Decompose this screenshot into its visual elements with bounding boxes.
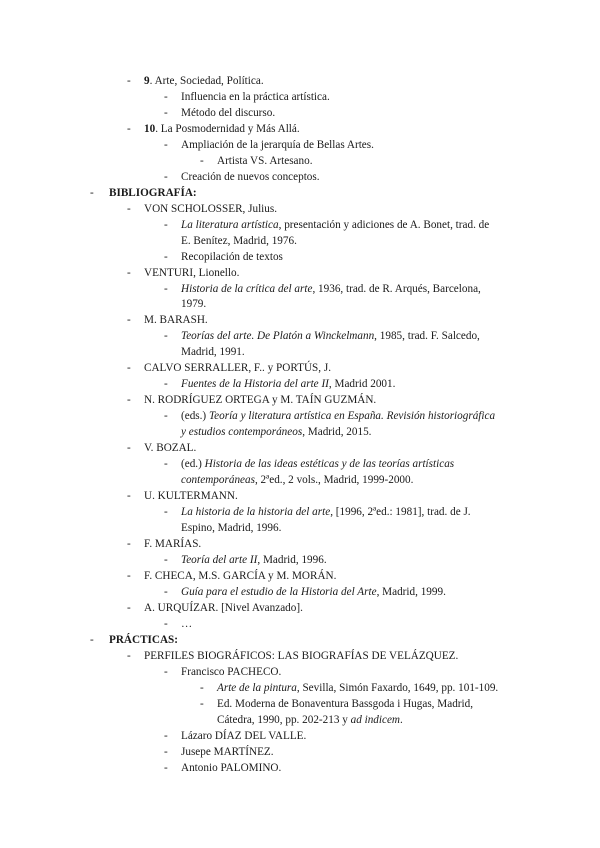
- line-text: M. BARASH.: [144, 314, 208, 326]
- bullet-dash: -: [164, 251, 168, 263]
- bullet-dash: -: [164, 219, 168, 231]
- line-text: F. MARÍAS.: [144, 538, 202, 550]
- line-text: CALVO SERRALLER, F.. y PORTÚS, J.: [144, 362, 331, 374]
- line-text: Fuentes de la Historia del arte II, Madrid 2001.: [181, 378, 396, 390]
- bullet-dash: -: [127, 75, 131, 87]
- bullet-dash: -: [164, 458, 168, 470]
- line-text: 1979.: [181, 298, 207, 310]
- line-text: VENTURI, Lionello.: [144, 267, 240, 279]
- bullet-dash: -: [127, 650, 131, 662]
- line-text: PRÁCTICAS:: [109, 634, 178, 646]
- line-text: Teorías del arte. De Platón a Winckelmann, 1985, trad. F. Salcedo,: [181, 330, 480, 342]
- bullet-dash: -: [200, 698, 204, 710]
- line-text: (ed.) Historia de las ideas estéticas y de las teorías artísticas: [181, 458, 455, 470]
- bullet-dash: -: [164, 107, 168, 119]
- bullet-dash: -: [127, 490, 131, 502]
- line-text: N. RODRÍGUEZ ORTEGA y M. TAÍN GUZMÁN.: [144, 394, 377, 406]
- line-text: F. CHECA, M.S. GARCÍA y M. MORÁN.: [144, 570, 337, 582]
- bullet-dash: -: [127, 123, 131, 135]
- bullet-dash: -: [200, 682, 204, 694]
- bullet-dash: -: [127, 362, 131, 374]
- line-text: VON SCHOLOSSER, Julius.: [144, 203, 278, 215]
- bullet-dash: -: [127, 602, 131, 614]
- line-text: contemporáneas, 2ªed., 2 vols., Madrid, 1999-2000.: [181, 474, 414, 486]
- line-text: V. BOZAL.: [144, 442, 197, 454]
- bullet-dash: -: [90, 187, 94, 199]
- bullet-dash: -: [127, 570, 131, 582]
- bullet-dash: -: [164, 139, 168, 151]
- bullet-dash: -: [127, 394, 131, 406]
- bullet-dash: -: [90, 634, 94, 646]
- line-text: BIBLIOGRAFÍA:: [109, 187, 197, 199]
- line-text: Artista VS. Artesano.: [217, 155, 313, 167]
- bullet-dash: -: [164, 666, 168, 678]
- line-text: Lázaro DÍAZ DEL VALLE.: [181, 730, 307, 742]
- bullet-dash: -: [164, 586, 168, 598]
- bullet-dash: -: [127, 267, 131, 279]
- line-text: A. URQUÍZAR. [Nivel Avanzado].: [144, 602, 303, 614]
- line-text: PERFILES BIOGRÁFICOS: LAS BIOGRAFÍAS DE VELÁZQUEZ.: [144, 650, 459, 662]
- bullet-dash: -: [200, 155, 204, 167]
- bullet-dash: -: [164, 410, 168, 422]
- bullet-dash: -: [164, 330, 168, 342]
- bullet-dash: -: [164, 283, 168, 295]
- bullet-dash: -: [127, 538, 131, 550]
- line-text: Influencia en la práctica artística.: [181, 91, 330, 103]
- bullet-dash: -: [164, 618, 168, 630]
- line-text: (eds.) Teoría y literatura artística en España. Revisión historiográfica: [181, 410, 496, 422]
- line-text: Ampliación de la jerarquía de Bellas Artes.: [181, 139, 374, 151]
- line-text: Creación de nuevos conceptos.: [181, 171, 320, 183]
- line-text: Antonio PALOMINO.: [181, 762, 282, 774]
- line-text: Arte de la pintura, Sevilla, Simón Faxardo, 1649, pp. 101-109.: [217, 682, 499, 694]
- bullet-dash: -: [164, 730, 168, 742]
- line-text: Espino, Madrid, 1996.: [181, 522, 282, 534]
- line-text: Método del discurso.: [181, 107, 276, 119]
- line-text: 10. La Posmodernidad y Más Allá.: [144, 123, 300, 135]
- line-text: Francisco PACHECO.: [181, 666, 282, 678]
- line-text: y estudios contemporáneos, Madrid, 2015.: [181, 426, 372, 438]
- bullet-dash: -: [164, 506, 168, 518]
- line-text: E. Benítez, Madrid, 1976.: [181, 235, 297, 247]
- line-text: Teoría del arte II, Madrid, 1996.: [181, 554, 327, 566]
- line-text: …: [181, 618, 193, 630]
- line-text: Cátedra, 1990, pp. 202-213 y ad indicem.: [217, 714, 403, 726]
- line-text: La historia de la historia del arte, [1996, 2ªed.: 1981], trad. de J.: [181, 506, 471, 518]
- bullet-dash: -: [127, 442, 131, 454]
- bullet-dash: -: [164, 91, 168, 103]
- line-text: U. KULTERMANN.: [144, 490, 238, 502]
- bullet-dash: -: [164, 554, 168, 566]
- bullet-dash: -: [127, 314, 131, 326]
- bullet-dash: -: [127, 203, 131, 215]
- line-text: Historia de la crítica del arte, 1936, trad. de R. Arqués, Barcelona,: [181, 283, 481, 295]
- line-text: Guía para el estudio de la Historia del Arte, Madrid, 1999.: [181, 586, 446, 598]
- line-text: La literatura artística, presentación y adiciones de A. Bonet, trad. de: [181, 219, 490, 231]
- line-text: Madrid, 1991.: [181, 346, 245, 358]
- line-text: Ed. Moderna de Bonaventura Bassgoda i Hugas, Madrid,: [217, 698, 474, 710]
- line-text: Recopilación de textos: [181, 251, 283, 263]
- bullet-dash: -: [164, 746, 168, 758]
- bullet-dash: -: [164, 762, 168, 774]
- line-text: 9. Arte, Sociedad, Política.: [144, 75, 264, 87]
- bullet-dash: -: [164, 171, 168, 183]
- line-text: Jusepe MARTÍNEZ.: [181, 746, 274, 758]
- bullet-dash: -: [164, 378, 168, 390]
